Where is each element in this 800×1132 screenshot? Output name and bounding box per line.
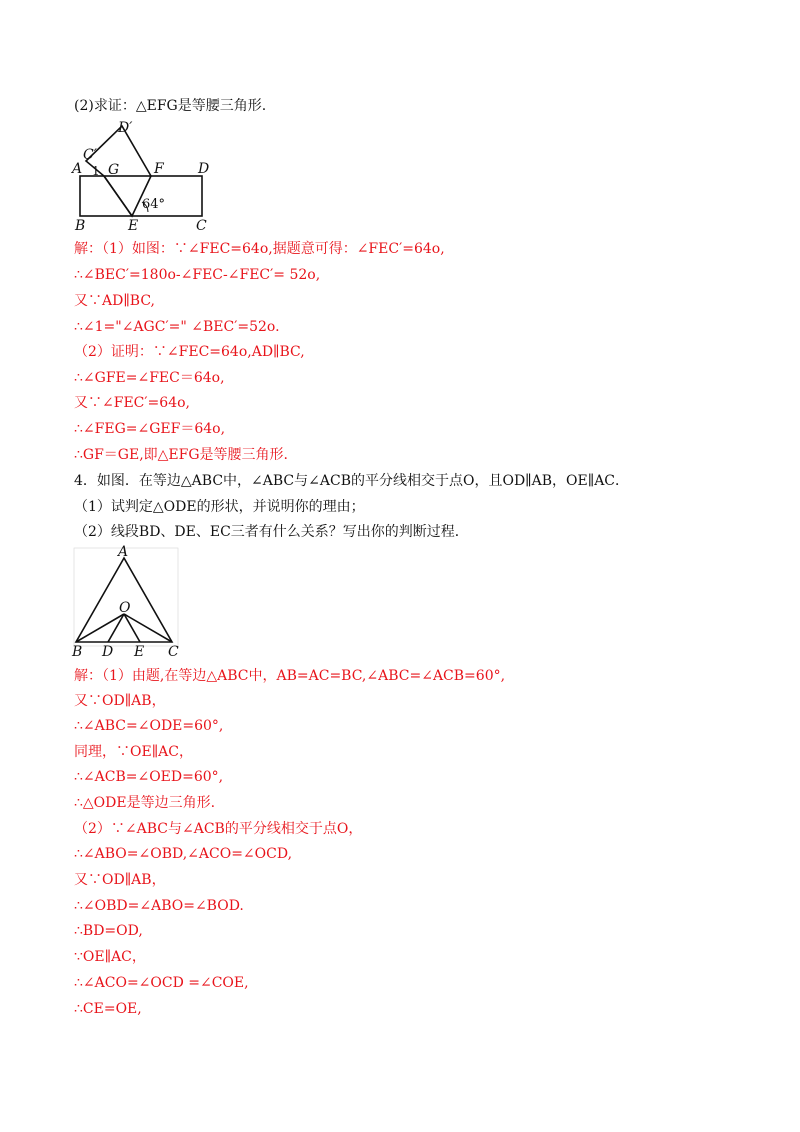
label-a: A [72, 161, 83, 177]
solution2-line-6: ∴△ODE是等边三角形. [74, 795, 216, 811]
solution1-line-7: 又∵∠FEC′=64o, [74, 395, 190, 411]
label-o: O [119, 600, 131, 616]
solution2-line-13: ∴∠ACO=∠OCD =∠COE, [74, 975, 249, 991]
problem4-question-1: （1）试判定△ODE的形状，并说明你的理由； [74, 499, 365, 515]
solution1-line-6: ∴∠GFE=∠FEC＝64o, [74, 370, 225, 386]
solution2-line-12: ∵OE∥AC， [74, 949, 146, 965]
label-angle-1: 1 [92, 164, 100, 178]
label-a: A [118, 544, 129, 560]
label-g: G [108, 162, 120, 178]
solution1-line-9: ∴GF＝GE,即△EFG是等腰三角形. [74, 447, 288, 463]
solution2-line-3: ∴∠ABC=∠ODE=60°, [74, 718, 224, 734]
solution1-line-4: ∴∠1="∠AGC′=" ∠BEC′=52o. [74, 319, 280, 335]
figure-folded-rectangle [72, 120, 212, 234]
solution2-line-10: ∴∠OBD=∠ABO=∠BOD. [74, 898, 244, 914]
part2-prompt: (2)求证：△EFG是等腰三角形. [74, 98, 267, 114]
label-b: B [72, 644, 83, 660]
solution2-line-2: 又∵OD∥AB， [74, 693, 166, 709]
solution2-line-8: ∴∠ABO=∠OBD,∠ACO=∠OCD, [74, 846, 293, 862]
solution2-line-14: ∴CE=OE, [74, 1001, 142, 1017]
label-c: C [196, 218, 207, 234]
solution1-line-8: ∴∠FEG=∠GEF＝64o, [74, 421, 226, 437]
label-64-degrees: 64° [142, 197, 166, 212]
label-d: D [198, 161, 210, 177]
label-d-prime: D′ [118, 120, 133, 136]
solution1-line-2: ∴∠BEC′=180o-∠FEC-∠FEC′= 52o, [74, 267, 321, 283]
solution1-line-3: 又∵AD∥BC, [74, 293, 156, 309]
label-d: D [102, 644, 114, 660]
solution2-line-4: 同理，∵OE∥AC， [74, 744, 193, 760]
label-e: E [128, 218, 139, 234]
solution2-line-11: ∴BD=OD, [74, 923, 143, 939]
figure-equilateral-triangle [72, 544, 182, 660]
label-c-prime: C′ [83, 147, 97, 163]
solution2-line-1: 解：（1）由题,在等边△ABC中，AB=AC=BC,∠ABC=∠ACB=60°, [74, 668, 506, 684]
label-e: E [134, 644, 145, 660]
solution1-line-1: 解：（1）如图：∵∠FEC=64o,据题意可得：∠FEC′=64o, [74, 241, 445, 257]
label-c: C [168, 644, 179, 660]
problem4-statement: 4．如图．在等边△ABC中，∠ABC与∠ACB的平分线相交于点O，且OD∥AB，OE∥AC． [74, 473, 630, 489]
solution2-line-9: 又∵OD∥AB， [74, 872, 166, 888]
label-b: B [75, 218, 86, 234]
solution2-line-7: （2）∵∠ABC与∠ACB的平分线相交于点O， [74, 821, 363, 837]
problem4-question-2: （2）线段BD、DE、EC三者有什么关系？写出你的判断过程． [74, 524, 469, 540]
solution2-line-5: ∴∠ACB=∠OED=60°, [74, 769, 224, 785]
label-f: F [154, 161, 164, 177]
solution1-line-5: （2）证明：∵∠FEC=64o,AD∥BC, [74, 344, 305, 360]
